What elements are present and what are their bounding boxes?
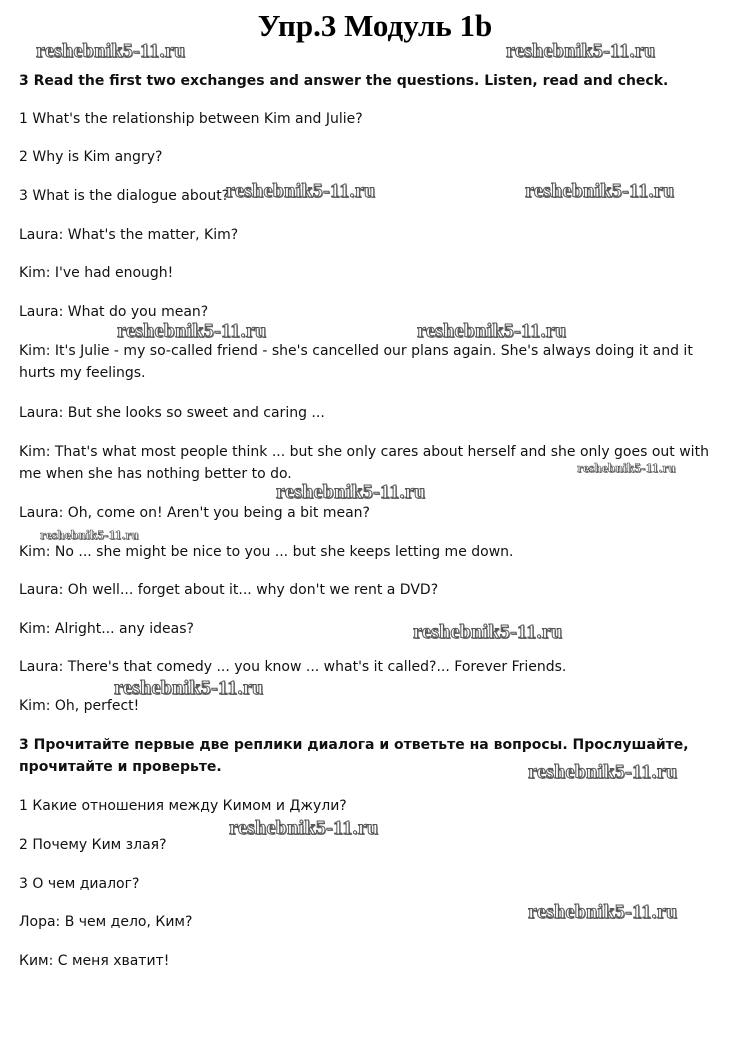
dialogue-line: Kim: It's Julie - my so-called friend - she's cancelled our plans again. She's always doing it and it hurts my feelings. [19, 343, 693, 381]
dialogue-line: Kim: I've had enough! [19, 265, 174, 281]
russian-question: 2 Почему Ким злая? [19, 837, 167, 853]
dialogue-line: Kim: Alright... any ideas? [19, 621, 194, 637]
dialogue-line: Kim: Oh, perfect! [19, 698, 140, 714]
watermark: reshebnik5-11.ru [528, 761, 678, 783]
english-question: 1 What's the relationship between Kim and Julie? [19, 111, 363, 127]
english-question: 3 What is the dialogue about? [19, 188, 230, 204]
english-question: 2 Why is Kim angry? [19, 149, 163, 165]
watermark: reshebnik5-11.ru [577, 460, 676, 475]
english-instruction: 3 Read the first two exchanges and answer the questions. Listen, read and check. [19, 73, 669, 89]
dialogue-line: Kim: No ... she might be nice to you ... but she keeps letting me down. [19, 544, 514, 560]
dialogue-line: Kim: That's what most people think ... but she only cares about herself and she only goes out with me when she has nothing better to do. [19, 444, 709, 482]
watermark: reshebnik5-11.ru [36, 40, 186, 62]
russian-instruction: 3 Прочитайте первые две реплики диалога и ответьте на вопросы. Прослушайте, прочитайте и проверьте. [19, 737, 689, 775]
page-title: Упр.3 Модуль 1b [257, 8, 493, 43]
watermark: reshebnik5-11.ru [40, 527, 139, 542]
watermark: reshebnik5-11.ru [525, 180, 675, 202]
watermark: reshebnik5-11.ru [229, 817, 379, 839]
dialogue-line: Laura: What do you mean? [19, 304, 209, 320]
watermark: reshebnik5-11.ru [114, 677, 264, 699]
russian-question: 3 О чем диалог? [19, 876, 140, 892]
dialogue-line: Laura: But she looks so sweet and caring ... [19, 405, 325, 421]
russian-question: 1 Какие отношения между Кимом и Джули? [19, 798, 347, 814]
dialogue-line: Laura: There's that comedy ... you know ... what's it called?... Forever Friends. [19, 659, 567, 675]
watermark: reshebnik5-11.ru [506, 40, 656, 62]
dialogue-line: Laura: Oh well... forget about it... why don't we rent a DVD? [19, 582, 439, 598]
dialogue-line: Laura: What's the matter, Kim? [19, 227, 239, 243]
watermark: reshebnik5-11.ru [413, 621, 563, 643]
dialogue-line: Laura: Oh, come on! Aren't you being a bit mean? [19, 505, 370, 521]
watermark: reshebnik5-11.ru [417, 320, 567, 342]
dialogue-line: Ким: С меня хватит! [19, 953, 170, 969]
dialogue-line: Лора: В чем дело, Ким? [19, 914, 193, 930]
watermark: reshebnik5-11.ru [117, 320, 267, 342]
watermark: reshebnik5-11.ru [226, 180, 376, 202]
watermark: reshebnik5-11.ru [528, 901, 678, 923]
watermark: reshebnik5-11.ru [276, 481, 426, 503]
